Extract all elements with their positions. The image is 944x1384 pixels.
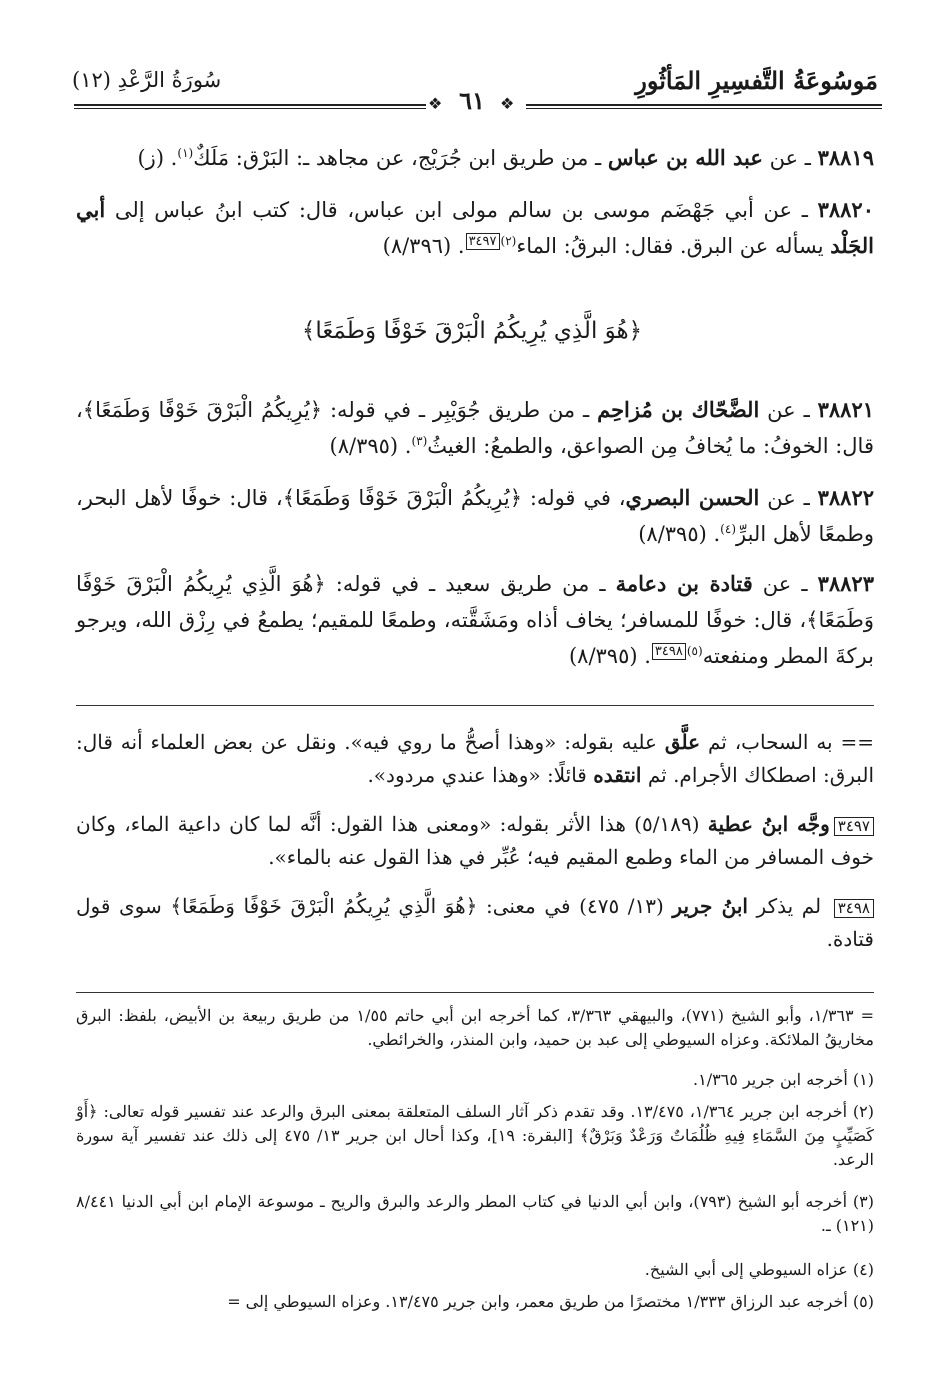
- commentary-text: قائلًا: «وهذا عندي مردود».: [367, 763, 594, 787]
- entry-38820: [76, 192, 874, 264]
- commentary-ref-box: ٣٤٩٨: [652, 643, 686, 660]
- entry-text: ـ عن: [762, 146, 818, 170]
- narrator-name: أبي الجَلْد: [76, 197, 874, 258]
- commentary-keyword: انتقده: [593, 763, 642, 787]
- entry-text: ـ عن: [752, 572, 818, 596]
- commentary-text: == به السحاب، ثم: [700, 730, 875, 754]
- entry-number: ٣٨٨٢٣: [817, 571, 874, 596]
- entry-38821: [76, 392, 874, 464]
- entry-number: ٣٨٨٢٢: [817, 485, 875, 510]
- narrator-name: الحسن البصري: [625, 485, 760, 510]
- narrator-name: عبد الله بن عباس: [607, 145, 763, 170]
- footnote-3: (٣) أخرجه أبو الشيخ (٧٩٣)، وابن أبي الدنيا في كتاب المطر والرعد والبرق والريح ـ موسوعة الإمام ابن أبي الدنيا ٨/٤٤١ (١٢١) ـ.: [76, 1192, 875, 1235]
- entry-38823: [76, 566, 874, 674]
- entry-text: ـ عن: [759, 398, 818, 422]
- entry-text: ، في قوله: ﴿يُرِيكُمُ الْبَرْقَ خَوْفًا وَطَمَعًا﴾، قال: خوفًا لأهل البحر، وطمعًا لأهل البرِّ: [76, 486, 874, 546]
- entry-text: ـ من طريق جُوَيْبِر ـ في قوله: ﴿يُرِيكُمُ الْبَرْقَ خَوْفًا وَطَمَعًا﴾، قال: الخوفُ: ما يُخافُ مِن الصواعق، والطمعُ: الغيثُ: [76, 398, 874, 458]
- footnote-marker: (٣): [411, 434, 428, 448]
- footnote-marker: (٤): [720, 522, 736, 536]
- footnote-5: (٥) أخرجه عبد الرزاق ١/٣٣٣ مختصرًا من طريق معمر، وابن جرير ١٣/٤٧٥. وعزاه السيوطي إلى =: [227, 1292, 874, 1311]
- commentary-continuation: [76, 726, 874, 792]
- book-title: مَوسُوعَةُ التَّفسِيرِ المَأثُورِ: [635, 66, 878, 95]
- footnote-2: (٢) أخرجه ابن جرير ١/٣٦٤، ١٣/٤٧٥. وقد تقدم ذكر آثار السلف المتعلقة بمعنى البرق والرعد عند تفسير قوله تعالى: ﴿أَوْ كَصَيِّبٍ مِنَ السَّمَاءِ فِيهِ ظُلُمَاتٌ وَرَعْدٌ وَبَرْقٌ﴾ [البقرة: ١٩]، وكذا أحال ابن جرير ١٣/ ٤٧٥ إلى ذلك عند تفسير آية سورة الرعد.: [76, 1102, 875, 1169]
- commentary-text: (٥/١٨٩) هذا الأثر بقوله: «ومعنى هذا القول: أنَّه لما كان داعية الماء، وكان خوف المسافر من الماء وطمع المقيم فيه؛ عُبِّر في هذا القول عنه بالماء».: [76, 812, 874, 869]
- entry-source: . (ز): [137, 146, 178, 170]
- entry-38819: [76, 140, 874, 176]
- entry-source: . (٨/٣٩٥): [329, 434, 412, 458]
- entry-source: . (٨/٣٩٦): [382, 234, 465, 258]
- entry-text: ـ عن: [759, 486, 818, 510]
- narrator-name: الضَّحّاك بن مُزاحِم: [597, 397, 760, 422]
- commentary-number-box: ٣٤٩٨: [834, 899, 874, 918]
- commentary-text: عليه بقوله: «وهذا أصحُّ ما روي فيه». ونقل عن بعض العلماء أنه قال: البرق: اصطكاك الأجرام. ثم: [76, 730, 874, 787]
- footnote-marker: (٢): [500, 234, 517, 248]
- commentary-number-box: ٣٤٩٧: [834, 817, 874, 836]
- footnote-marker: (١): [177, 146, 194, 160]
- entry-number: ٣٨٨٢٠: [817, 197, 874, 222]
- ornament-icon: ❖: [500, 94, 515, 113]
- entry-source: . (٨/٣٩٥): [568, 644, 651, 668]
- footnote-4: (٤) عزاه السيوطي إلى أبي الشيخ.: [644, 1260, 874, 1279]
- commentary-3497: [76, 808, 874, 874]
- ayah-heading: ﴿هُوَ الَّذِي يُرِيكُمُ الْبَرْقَ خَوْفًا وَطَمَعًا﴾: [301, 318, 643, 344]
- commentary-3498: [76, 890, 874, 956]
- entry-text: ـ من طريق ابن جُرَيْج، عن مجاهد ـ: البَرْق: مَلَكٌ: [193, 146, 608, 170]
- surah-name: سُورَةُ الرَّعْدِ (١٢): [72, 68, 222, 92]
- footnote-1: (١) أخرجه ابن جرير ١/٣٦٥.: [693, 1070, 874, 1089]
- commentary-keyword: علَّق: [664, 730, 701, 754]
- entry-text: ـ من طريق سعيد ـ في قوله: ﴿هُوَ الَّذِي يُرِيكُمُ الْبَرْقَ خَوْفًا وَطَمَعًا﴾، قال: خوفًا للمسافر؛ يخاف أذاه ومَشَقَّته، وطمعًا للمقيم؛ يطمعُ في رِزْق الله، ويرجو بركةَ المطر ومنفعته: [76, 572, 874, 668]
- ornament-icon: ❖: [428, 94, 443, 113]
- commentary-separator: [76, 705, 874, 706]
- commentary-keyword: ابنُ جرير: [672, 894, 748, 918]
- footnote-separator: [76, 992, 874, 993]
- entry-number: ٣٨٨١٩: [817, 145, 874, 170]
- footnote-continuation: = ١/٣٦٣، وأبو الشيخ (٧٧١)، والبيهقي ٣/٣٦٣، كما أخرجه ابن أبي حاتم ١/٥٥ من طريق ربيعة بن الأبيض، بلفظ: البرق مخاريقُ الملائكة. وعزاه السيوطي إلى عبد بن حميد، وابن المنذر، والخرائطي.: [76, 1006, 875, 1049]
- commentary-ref-box: ٣٤٩٧: [466, 233, 500, 250]
- commentary-text: لم يذكر: [747, 894, 830, 918]
- footnote-marker: (٥): [686, 644, 703, 658]
- entry-source: . (٨/٣٩٥): [638, 522, 721, 546]
- page-number: ٦١: [459, 86, 485, 115]
- entry-number: ٣٨٨٢١: [817, 397, 875, 422]
- entry-text: ـ عن أبي جَهْضَم موسى بن سالم مولى ابن عباس، قال: كتب ابنُ عباس إلى: [105, 198, 818, 222]
- entry-38822: [76, 480, 874, 552]
- narrator-name: قتادة بن دعامة: [615, 571, 753, 596]
- commentary-keyword: وجَّه ابنُ عطية: [707, 812, 830, 836]
- entry-text: يسأله عن البرق. فقال: البرقُ: الماء: [516, 234, 831, 258]
- commentary-text: (١٣/ ٤٧٥) في معنى: ﴿هُوَ الَّذِي يُرِيكُمُ الْبَرْقَ خَوْفًا وَطَمَعًا﴾ سوى قول قتادة.: [76, 894, 874, 951]
